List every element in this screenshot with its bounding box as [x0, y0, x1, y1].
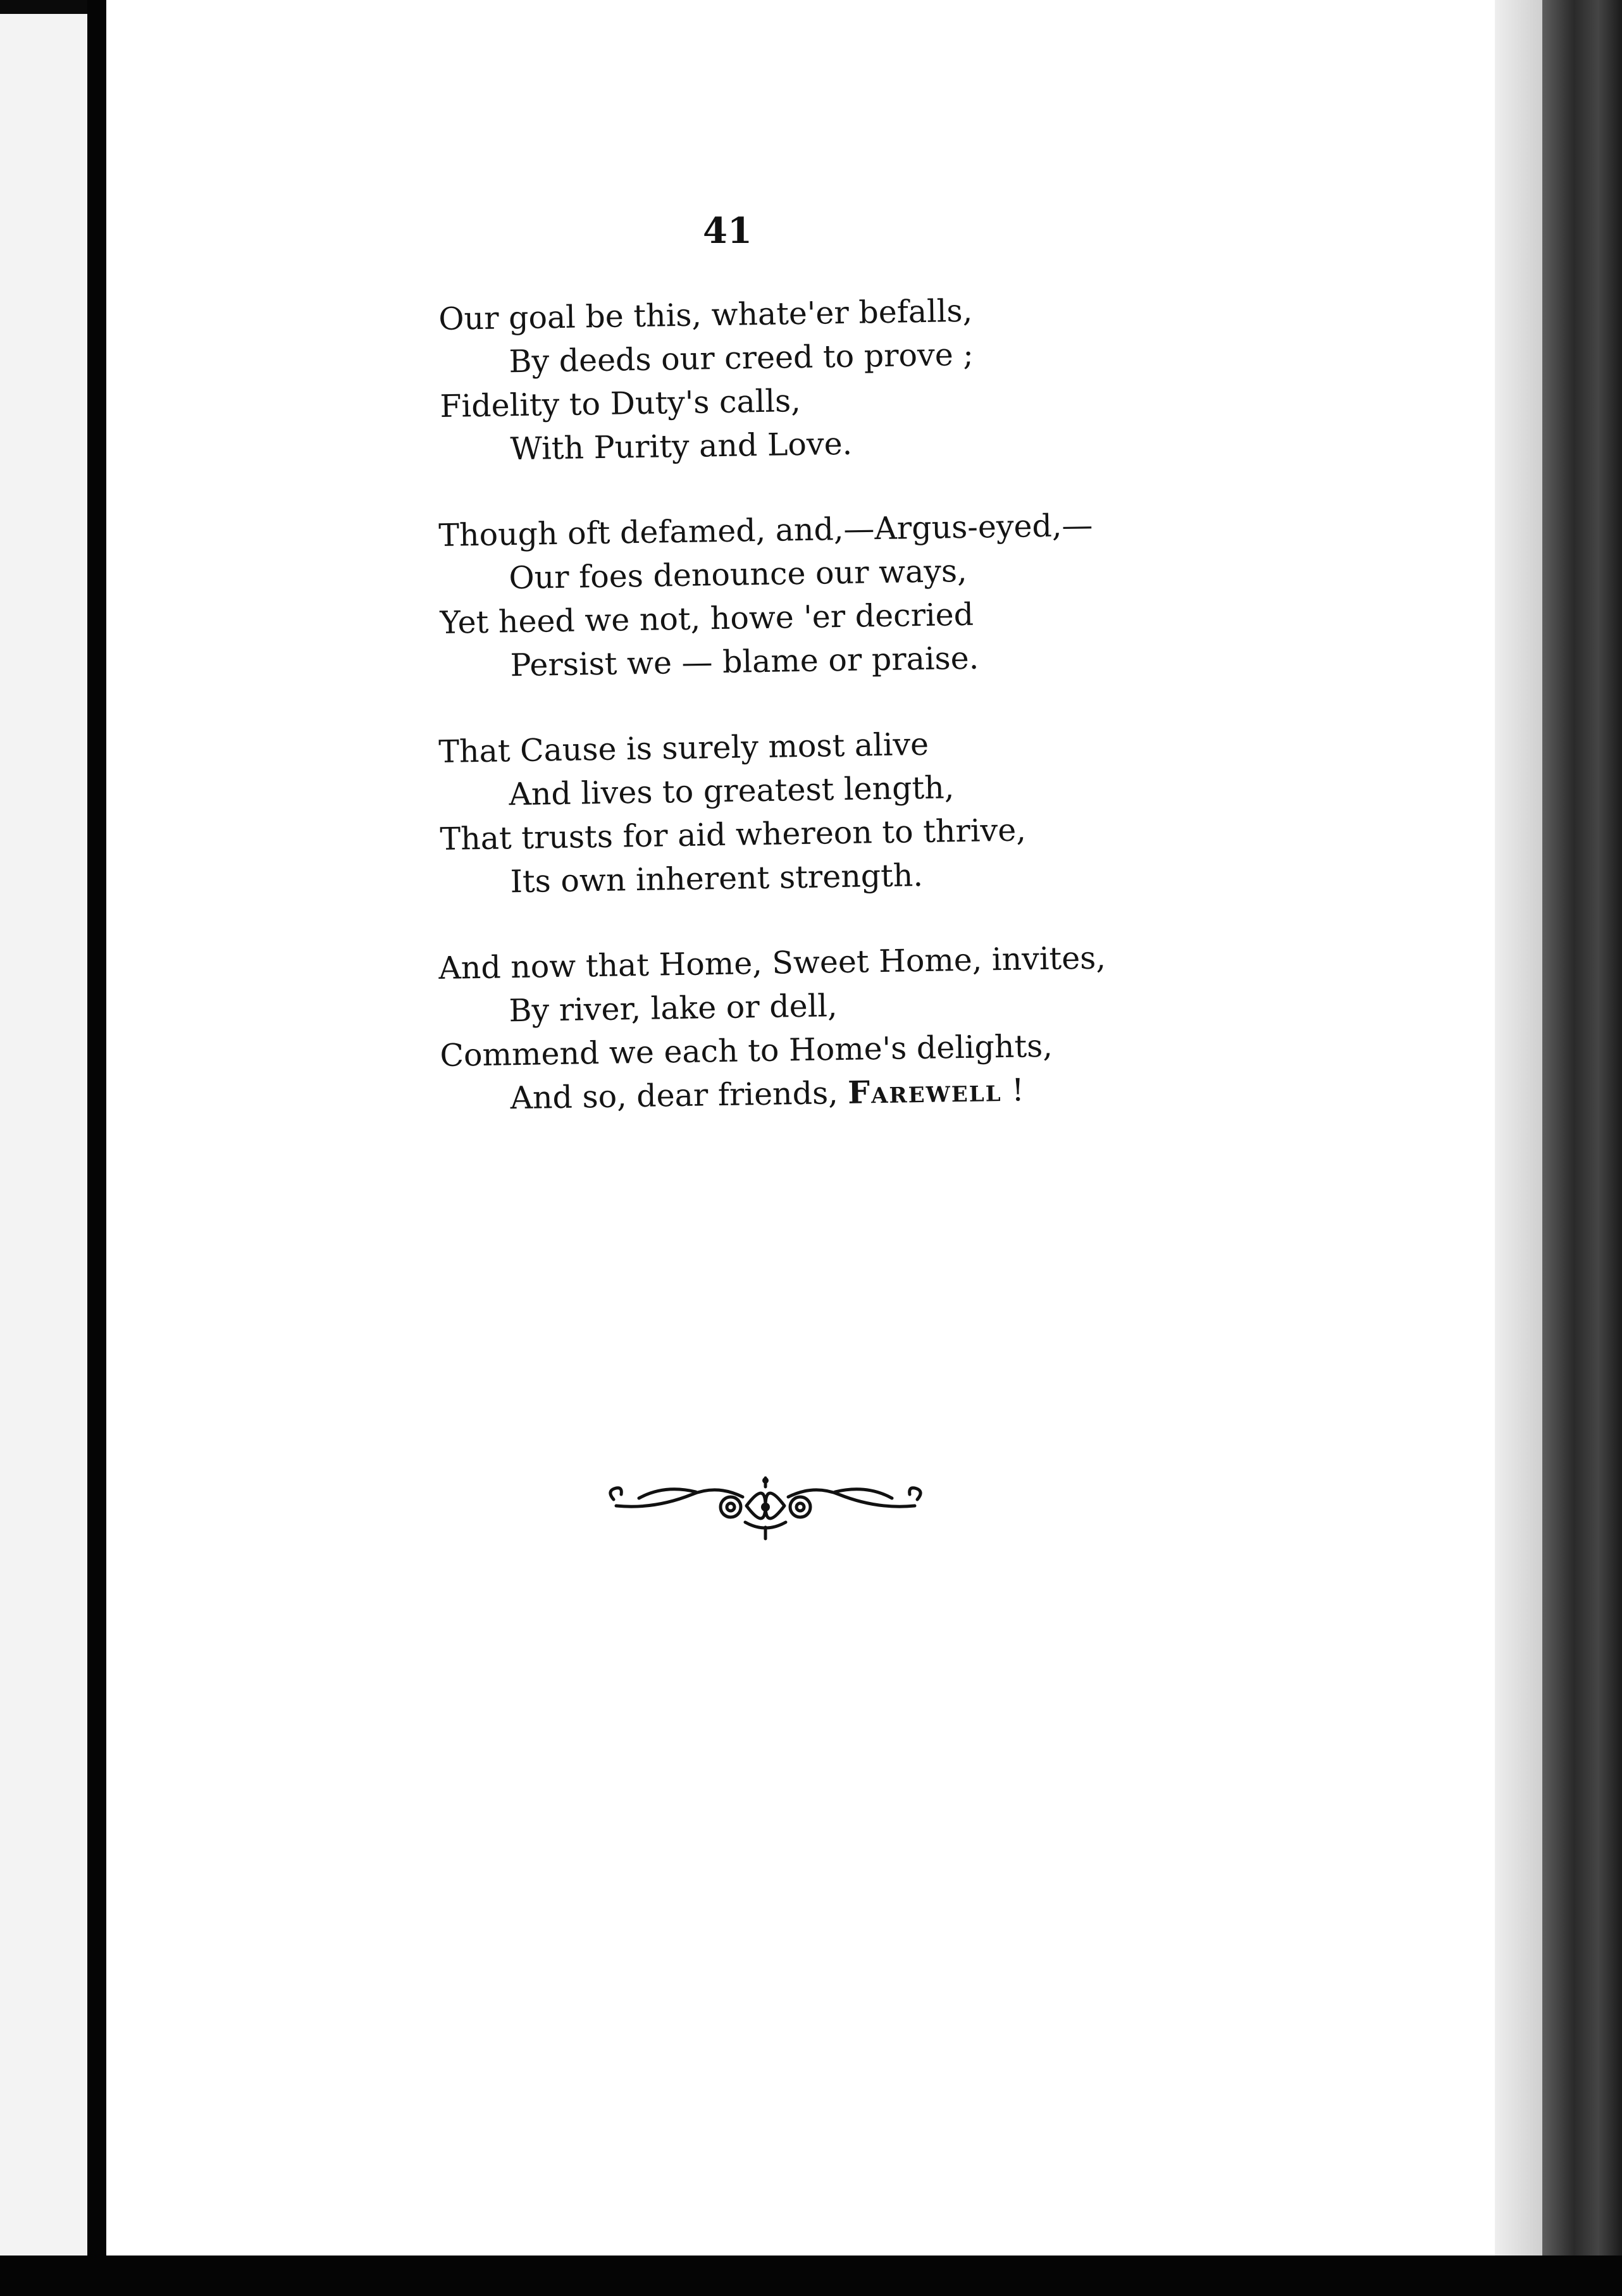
poem-line: That trusts for aid whereon to thrive, — [440, 812, 1027, 857]
poem-line: By river, lake or dell, — [508, 988, 838, 1029]
page-number: 41 — [703, 210, 752, 252]
poem-line: Yet heed we not, howe 'er decried — [440, 596, 974, 641]
poem-line: By deeds our creed to prove ; — [508, 336, 974, 380]
stanza-4 — [438, 934, 1263, 1121]
poem-line: With Purity and Love. — [510, 425, 853, 468]
book-gutter — [87, 0, 106, 2296]
poem-line: Our goal be this, whate'er befalls, — [438, 292, 973, 338]
book-cover-edge — [1542, 0, 1622, 2256]
page-curl-shadow — [1495, 0, 1542, 2256]
scroll-flourish-icon — [601, 1461, 930, 1544]
poem-line: And lives to greatest length, — [508, 769, 955, 813]
poem-line: Fidelity to Duty's calls, — [440, 383, 802, 425]
poem-line: Persist we — blame or praise. — [510, 640, 979, 684]
poem — [438, 292, 1262, 1163]
farewell-punct: ! — [1001, 1072, 1025, 1109]
poem-line: And now that Home, Sweet Home, invites, — [438, 940, 1106, 987]
left-page-edge — [0, 14, 87, 2273]
stanza-1 — [438, 285, 1263, 472]
farewell-word: Farewell — [847, 1072, 1002, 1111]
stanza-3 — [438, 717, 1263, 905]
poem-line: Commend we each to Home's delights, — [440, 1027, 1053, 1074]
poem-line-text: And so, dear friends, — [510, 1075, 839, 1117]
stanza-2 — [438, 501, 1263, 688]
poem-line: Though oft defamed, and,—Argus-eyed,— — [438, 507, 1093, 554]
poem-line: Its own inherent strength. — [510, 857, 924, 900]
scan-bottom-border — [0, 2256, 1622, 2296]
poem-line: Our foes denounce our ways, — [508, 552, 968, 597]
poem-line: That Cause is surely most alive — [438, 726, 929, 771]
